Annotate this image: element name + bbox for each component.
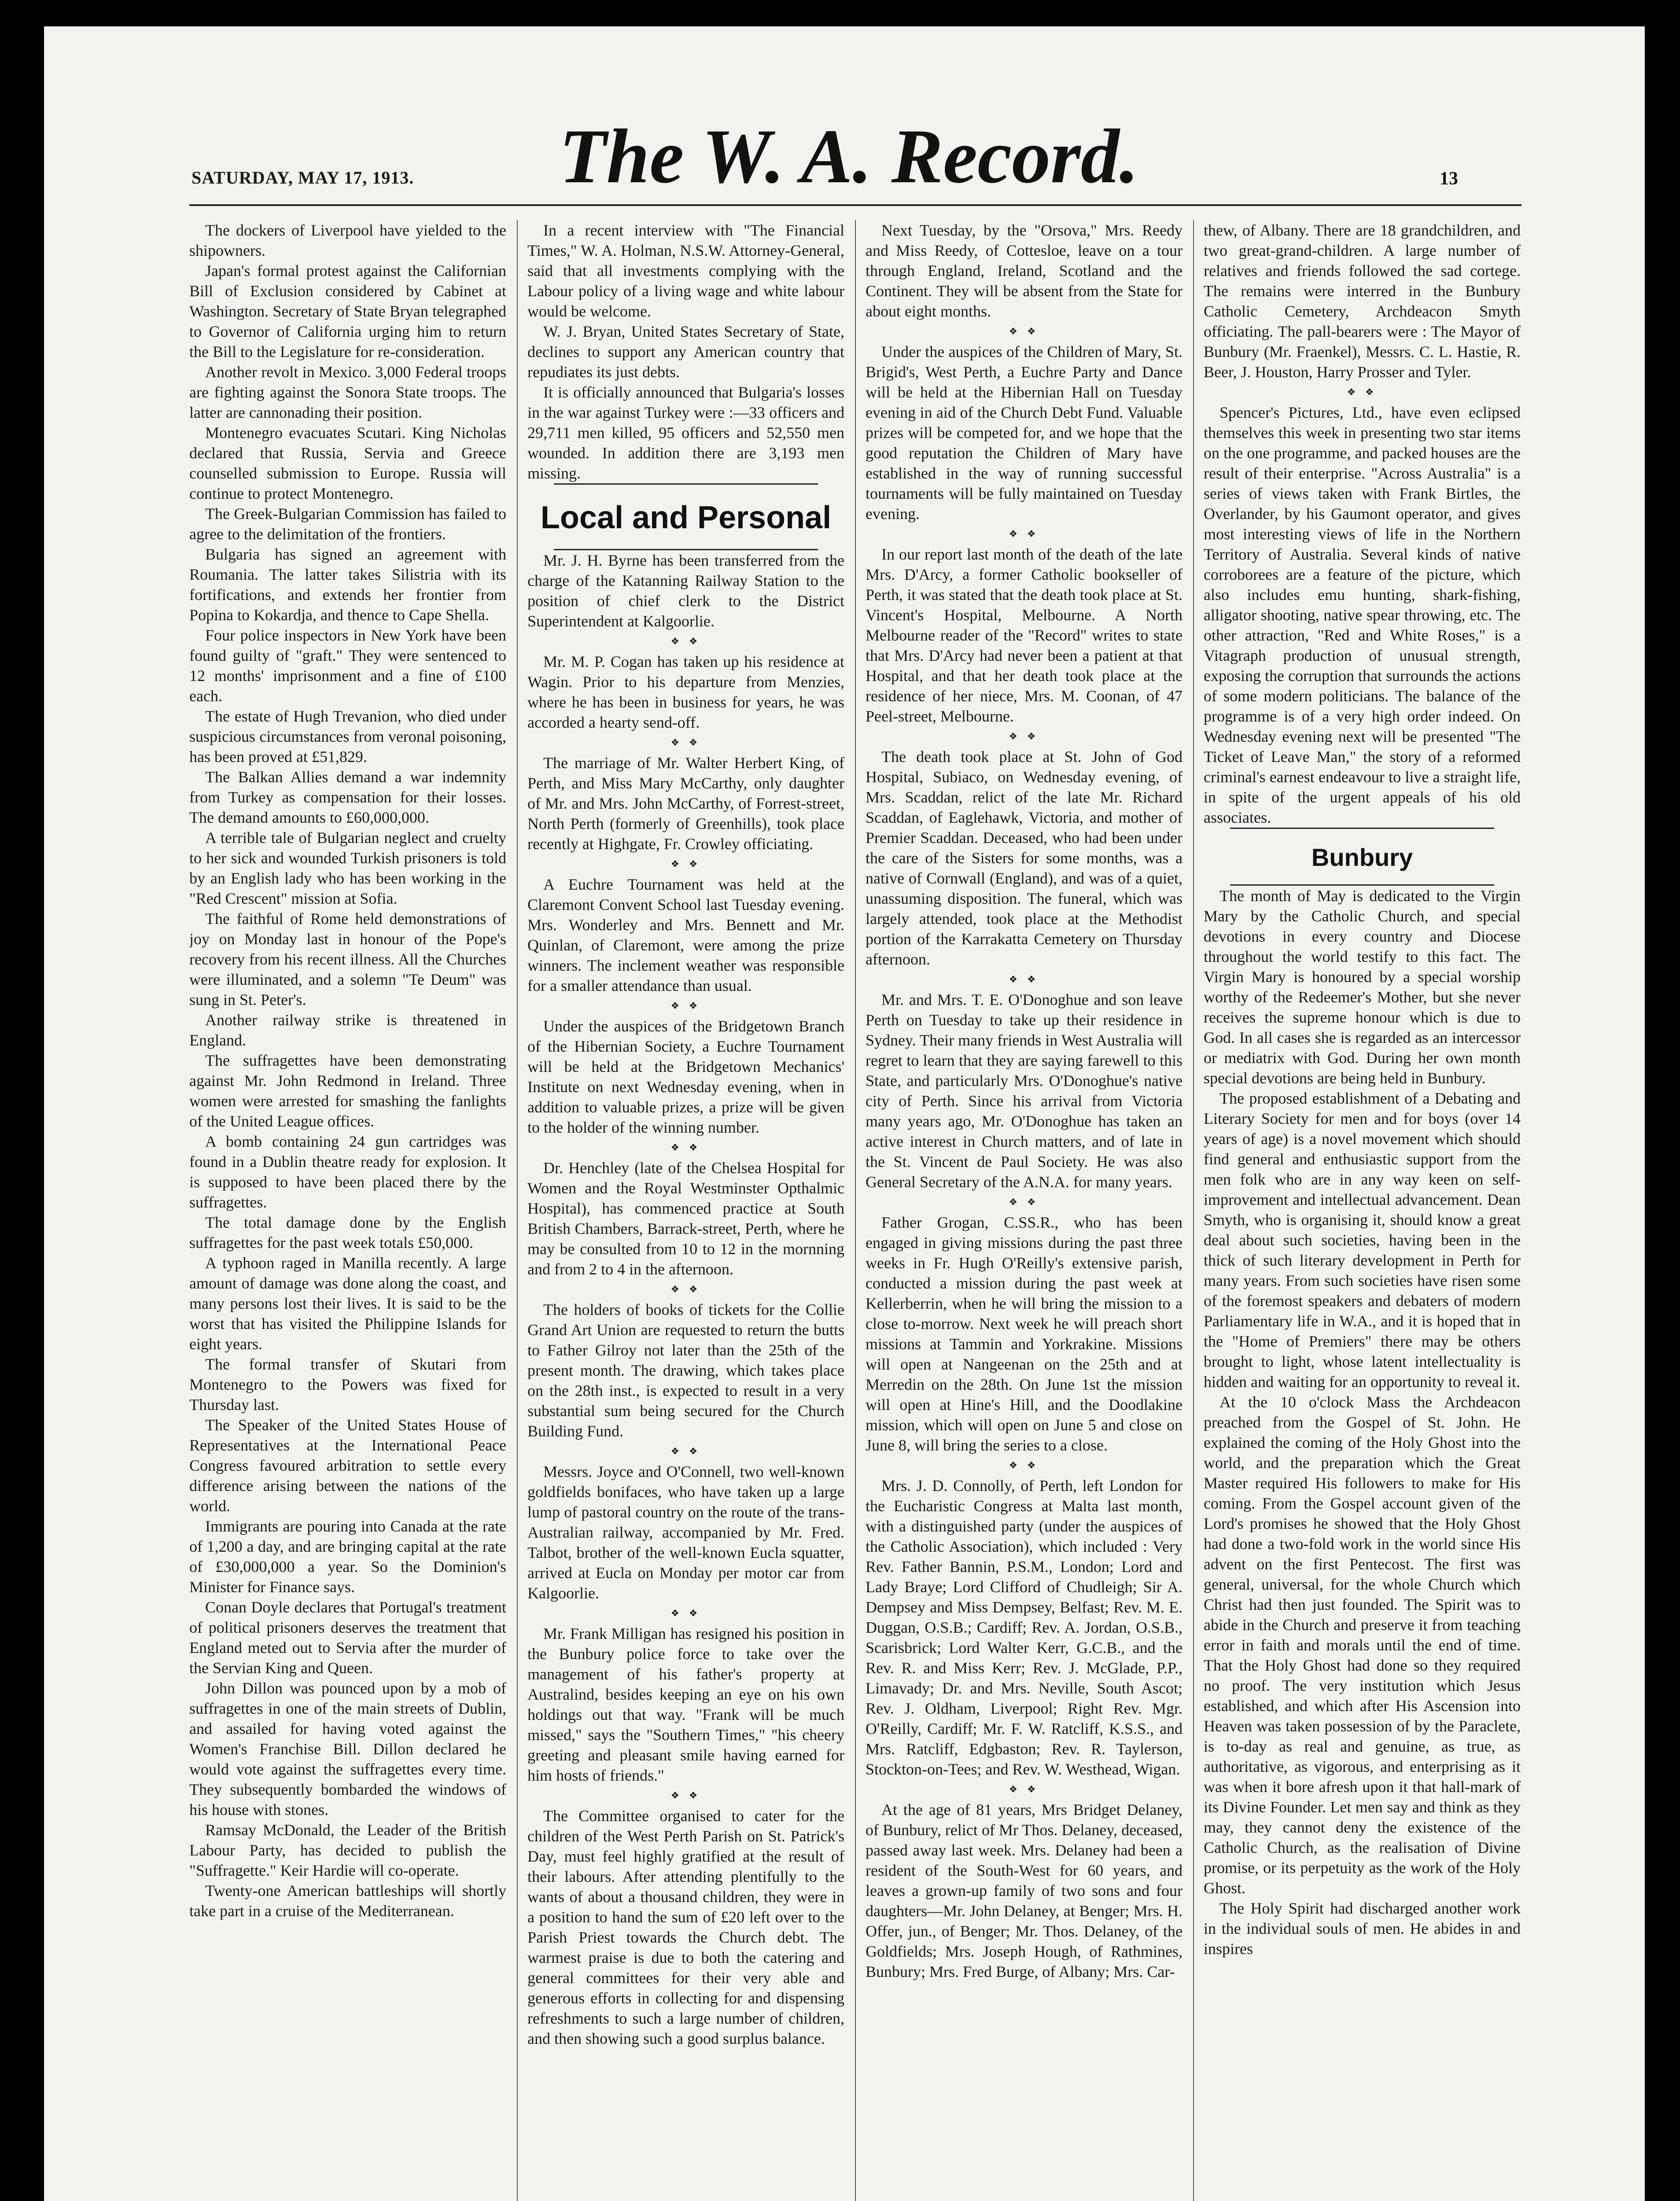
separator-ornament: ❖ ❖ [671, 737, 701, 748]
separator-ornament: ❖ ❖ [671, 1284, 701, 1295]
article-paragraph: Spencer's Pictures, Ltd., have even eclipsed themselves this week in presenting two star items on the one programme, and packed houses are the result of their enterprise. "Across Australia" is a series of views taken with Frank Birtles, the Overlander, by his Gaumont operator, and gives most interesting views of life in the Northern Territory of Australia. Several kinds of native corroborees are a feature of the picture, which also includes emu hunting, shark-fishing, alligator shooting, native spear throwing, etc. The other attraction, "Red and White Roses," is a Vitagraph production of unusual strength, exposing the corruption that surrounds the actions of some modern politicians. The balance of the programme is of a very high order indeed. On Wednesday evening next will be presented "The Ticket of Leave Man," the story of a reformed criminal's earnest endeavour to live a straight life, in spite of the urgent appeals of his old associates. [1204, 404, 1521, 826]
separator-ornament: ❖ ❖ [1009, 974, 1039, 985]
section-heading: Local and Personal [540, 500, 832, 535]
issue-date: SATURDAY, MAY 17, 1913. [192, 168, 414, 188]
section-heading: Bunbury [1311, 843, 1413, 871]
article-paragraph: Immigrants are pouring into Canada at the rate of 1,200 a day, and are bringing capital at the rate of £30,000,000 a year. So the Dominion's Minister for Finance says. [189, 1517, 506, 1596]
page-header [44, 26, 1645, 211]
article-paragraph: A bomb containing 24 gun cartridges was found in a Dublin theatre ready for explosion. It is supposed to have been placed there by the suffragettes. [189, 1133, 506, 1211]
masthead: The W. A. Record. [559, 114, 1139, 199]
article-paragraph: The marriage of Mr. Walter Herbert King, of Perth, and Miss Mary McCarthy, only daughter of Mr. and Mrs. John McCarthy, of Forrest-street, North Perth (formerly of Greenhills), took place recently at Highgate, Fr. Crowley officiating. [527, 754, 844, 853]
separator-ornament: ❖ ❖ [1009, 326, 1039, 337]
article-paragraph: The estate of Hugh Trevanion, who died under suspicious circumstances from veronal poisoning, has been proved at £51,829. [189, 707, 506, 766]
article-paragraph: Bulgaria has signed an agreement with Roumania. The latter takes Silistria with its fortifications, and extends her frontier from Popina to Kokardja, and thence to Cape Shella. [189, 545, 506, 624]
article-paragraph: A terrible tale of Bulgarian neglect and cruelty to her sick and wounded Turkish prisoners is told by an English lady who has been working in the "Red Crescent" mission at Sofia. [189, 829, 506, 907]
article-paragraph: John Dillon was pounced upon by a mob of suffragettes in one of the main streets of Dublin, and assailed for having voted against the Women's Franchise Bill. Dillon declared he would vote against the suffragettes every time. They subsequently bombarded the windows of his house with stones. [189, 1679, 506, 1818]
article-paragraph: It is officially announced that Bulgaria's losses in the war against Turkey were :—33 officers and 29,711 men killed, 95 officers and 52,550 men wounded. In addition there are 3,193 men missing. [527, 383, 844, 482]
article-paragraph: The total damage done by the English suffragettes for the past week totals £50,000. [189, 1214, 506, 1251]
article-paragraph: Montenegro evacuates Scutari. King Nicholas declared that Russia, Servia and Greece counselled submission to Europe. Russia will continue to protect Montenegro. [189, 424, 506, 502]
separator-ornament: ❖ ❖ [671, 636, 701, 647]
article-paragraph: The formal transfer of Skutari from Montenegro to the Powers was fixed for Thursday last. [189, 1355, 506, 1413]
columns-area [189, 220, 1522, 2201]
article-paragraph: A typhoon raged in Manilla recently. A large amount of damage was done along the coast, and many persons lost their lives. It is said to be the worst that has visited the Philippine Islands for eight years. [189, 1254, 506, 1353]
separator-ornament: ❖ ❖ [1347, 386, 1378, 398]
article-paragraph: Next Tuesday, by the "Orsova," Mrs. Reedy and Miss Reedy, of Cottesloe, leave on a tour through England, Ireland, Scotland and the Continent. They will be absent from the State for about eight months. [866, 221, 1183, 320]
column-divider [855, 220, 856, 2201]
header-rule [189, 204, 1522, 206]
article-paragraph: The Balkan Allies demand a war indemnity from Turkey as compensation for their losses. The demand amounts to £60,000,000. [189, 768, 506, 826]
article-paragraph: The suffragettes have been demonstrating against Mr. John Redmond in Ireland. Three women were arrested for smashing the fanlights of the United League offices. [189, 1052, 506, 1130]
column-4 [1204, 220, 1521, 2201]
separator-ornament: ❖ ❖ [671, 1608, 701, 1619]
article-paragraph: A Euchre Tournament was held at the Claremont Convent School last Tuesday evening. Mrs. Wonderley and Mrs. Bennett and Mr. Quinlan, of Claremont, were among the prize winners. The inclement weather was responsible for a smaller attendance than usual. [527, 876, 844, 994]
separator-ornament: ❖ ❖ [671, 858, 701, 869]
separator-ornament: ❖ ❖ [1009, 731, 1039, 742]
article-paragraph: Mr. M. P. Cogan has taken up his residence at Wagin. Prior to his departure from Menzies, where he has been in business for years, he was accorded a hearty send-off. [527, 653, 844, 731]
page-number: 13 [1440, 169, 1458, 189]
separator-ornament: ❖ ❖ [671, 1446, 701, 1457]
column-1 [189, 220, 506, 2201]
article-paragraph: Twenty-one American battleships will shortly take part in a cruise of the Mediterranean. [189, 1882, 506, 1920]
article-paragraph: Japan's formal protest against the Californian Bill of Exclusion considered by Cabinet at Washington. Secretary of State Bryan telegraphed to Governor of California urging him to return the Bill to the Legislature for re-consideration. [189, 262, 506, 361]
separator-ornament: ❖ ❖ [1009, 528, 1039, 539]
article-paragraph: At the age of 81 years, Mrs Bridget Delaney, of Bunbury, relict of Mr Thos. Delaney, deceased, passed away last week. Mrs. Delaney had been a resident of the South-West for 60 years, and leaves a grown-up family of two sons and four daughters—Mr. John Delaney, at Benger; Mrs. H. Offer, jun., of Benger; Mr. Thos. Delaney, of the Goldfields; Mrs. Joseph Hough, of Rathmines, Bunbury; Mrs. Fred Burge, of Albany; Mrs. Car- [866, 1801, 1183, 1980]
section-heading-block [527, 483, 844, 550]
separator-ornament: ❖ ❖ [671, 1000, 701, 1011]
article-paragraph: Four police inspectors in New York have been found guilty of "graft." They were sentenced to 12 months' imprisonment and a fine of £100 each. [189, 626, 506, 705]
heading-rule [1230, 828, 1494, 829]
article-paragraph: Another railway strike is threatened in England. [189, 1011, 506, 1049]
article-paragraph: Under the auspices of the Bridgetown Branch of the Hibernian Society, a Euchre Tournament will be held at the Bridgetown Mechanics' Institute on next Wednesday evening, when in addition to valuable prizes, a prize will be given to the holder of the winning number. [527, 1017, 844, 1136]
article-paragraph: The dockers of Liverpool have yielded to the shipowners. [189, 221, 506, 259]
column-2 [527, 220, 844, 2201]
article-paragraph: The death took place at St. John of God Hospital, Subiaco, on Wednesday evening, of Mrs. Scaddan, relict of the late Mr. Richard Scaddan, of Eaglehawk, Victoria, and mother of Premier Scaddan. Deceased, who had been under the care of the Sisters for some months, was a native of Cornwall (England), and was of a quiet, unassuming disposition. The funeral, which was largely attended, took place at the Methodist portion of the Karrakatta Cemetery on Thursday afternoon. [866, 748, 1183, 968]
column-3 [866, 220, 1183, 2201]
article-paragraph: The proposed establishment of a Debating and Literary Society for men and for boys (over 14 years of age) is a novel movement which should find general and enthusiastic support from the men folk who are in any way keen on self-improvement and intellectual advancement. Dean Smyth, who is organising it, should know a great deal about such societies, having been in the thick of such literary development in Perth for many years. From such societies have risen some of the foremost speakers and debaters of modern Parliamentary life in W.A., and it is hoped that in the "Home of Premiers" there may be others brought to light, whose latent intellectuality is hidden and waiting for an opportunity to reveal it. [1204, 1089, 1521, 1391]
newspaper-page [44, 26, 1645, 2201]
article-paragraph: The faithful of Rome held demonstrations of joy on Monday last in honour of the Pope's recovery from his recent illness. All the Churches were illuminated, and a solemn "Te Deum" was sung in St. Peter's. [189, 910, 506, 1008]
separator-ornament: ❖ ❖ [1009, 1460, 1039, 1471]
article-paragraph: Conan Doyle declares that Portugal's treatment of political prisoners deserves the treatment that England meted out to Servia after the murder of the Servian King and Queen. [189, 1598, 506, 1677]
column-divider [1193, 220, 1194, 2201]
heading-rule [554, 483, 818, 485]
article-paragraph: In a recent interview with "The Financial Times," W. A. Holman, N.S.W. Attorney-General, said that all investments complying with the Labour policy of a living wage and white labour would be welcome. [527, 221, 844, 320]
article-paragraph: thew, of Albany. There are 18 grandchildren, and two great-grand-children. A large number of relatives and friends followed the sad cortege. The remains were interred in the Bunbury Catholic Cemetery, Archdeacon Smyth officiating. The pall-bearers were : The Mayor of Bunbury (Mr. Fraenkel), Messrs. C. L. Hastie, R. Beer, J. Houston, Harry Prosser and Tyler. [1204, 221, 1521, 381]
article-paragraph: Mr. J. H. Byrne has been transferred from the charge of the Katanning Railway Station to the position of chief clerk to the District Superintendent at Kalgoorlie. [527, 552, 844, 630]
article-paragraph: In our report last month of the death of the late Mrs. D'Arcy, a former Catholic bookseller of Perth, it was stated that the death took place at St. Vincent's Hospital, Melbourne. A North Melbourne reader of the "Record" writes to state that Mrs. D'Arcy had never been a patient at that Hospital, and that her death took place at the residence of her niece, Mrs. M. Coonan, of 47 Peel-street, Melbourne. [866, 545, 1183, 725]
article-paragraph: Another revolt in Mexico. 3,000 Federal troops are fighting against the Sonora State troops. The latter are cannonading their position. [189, 363, 506, 421]
article-paragraph: Mrs. J. D. Connolly, of Perth, left London for the Eucharistic Congress at Malta last month, with a distinguished party (under the auspices of the Catholic Association), which included : Very Rev. Father Bannin, P.S.M., London; Lord and Lady Braye; Lord Clifford of Chudleigh; Sir A. Dempsey and Miss Dempsey, Belfast; Rev. M. E. Duggan, O.S.B.; Cardiff; Rev. A. Jordan, O.S.B., Scarisbrick; Lord Walter Kerr, G.C.B., and the Rev. R. and Miss Kerr; Rev. J. McGlade, P.P., Limavady; Dr. and Mrs. Neville, South Ascot; Rev. J. Oldham, Liverpool; Right Rev. Mgr. O'Reilly, Cardiff; Mr. F. W. Ratcliff, K.S.S., and Mrs. Ratcliff, Edgbaston; Rev. R. Taylerson, Stockton-on-Tees; and Rev. W. Westhead, Wigan. [866, 1477, 1183, 1778]
article-paragraph: The Holy Spirit had discharged another work in the individual souls of men. He abides in and inspires [1204, 1899, 1521, 1958]
article-paragraph: The Committee organised to cater for the children of the West Perth Parish on St. Patrick's Day, must feel highly gratified at the result of their labours. After attending plentifully to the wants of about a thousand children, they were in a position to hand the sum of £20 left over to the Parish Priest towards the Church debt. The warmest praise is due to both the catering and general committees for their very able and generous efforts in collecting for and dispensing refreshments to such a large number of children, and then showing such a good surplus balance. [527, 1807, 844, 2047]
article-paragraph: The month of May is dedicated to the Virgin Mary by the Catholic Church, and special devotions in every country and Diocese throughout the world testify to this fact. The Virgin Mary is honoured by a special worship worthy of the Redeemer's Mother, but she never receives the supreme honour which is due to God. In all cases she is regarded as an intercessor or mediatrix with God. During her own month special devotions are being held in Bunbury. [1204, 887, 1521, 1087]
separator-ornament: ❖ ❖ [671, 1790, 701, 1801]
separator-ornament: ❖ ❖ [1009, 1196, 1039, 1207]
article-paragraph: At the 10 o'clock Mass the Archdeacon preached from the Gospel of St. John. He explained the coming of the Holy Ghost into the world, and the preparation which the Great Master required His followers to make for His coming. From the Gospel account given of the Lord's promises he showed that the Holy Ghost had done a two-fold work in the world since His advent on the first Pentecost. The first was general, universal, for the whole Church which Christ had then just founded. The Spirit was to abide in the Church and preserve it from teaching error in faith and morals until the end of time. That the Holy Ghost had done so they required no proof. The very institution which Jesus established, and which after His Ascension into Heaven was taken possession of by the Paraclete, is to-day as real and genuine, as true, as authoritative, as vigorous, and enterprising as it was when it bore afresh upon it that hall-mark of its Divine Founder. Let men say and think as they may, they cannot deny the existence of the Catholic Church, as the realisation of Divine promise, or its perpetuity as the work of the Holy Ghost. [1204, 1393, 1521, 1897]
article-paragraph: Father Grogan, C.SS.R., who has been engaged in giving missions during the past three weeks in Fr. Hugh O'Reilly's extensive parish, conducted a mission during the past week at Kellerberrin, when he will bring the mission to a close to-morrow. Next week he will preach short missions at Tammin and Yorkrakine. Missions will open at Nangeenan on the 25th and at Merredin on the 28th. On June 1st the mission will open at Hine's Hill, and the Doodlakine mission, which will open on June 5 and close on June 8, will bring the series to a close. [866, 1214, 1183, 1454]
article-paragraph: W. J. Bryan, United States Secretary of State, declines to support any American country that repudiates its just debts. [527, 323, 844, 381]
article-paragraph: Messrs. Joyce and O'Connell, two well-known goldfields bonifaces, who have taken up a large lump of pastoral country on the route of the trans-Australian railway, accompanied by Mr. Fred. Talbot, brother of the well-known Eucla squatter, arrived at Eucla on Monday per motor car from Kalgoorlie. [527, 1463, 844, 1602]
separator-ornament: ❖ ❖ [1009, 1784, 1039, 1795]
section-heading-block [1204, 828, 1521, 886]
article-paragraph: Under the auspices of the Children of Mary, St. Brigid's, West Perth, a Euchre Party and Dance will be held at the Hibernian Hall on Tuesday evening in aid of the Church Debt Fund. Valuable prizes will be competed for, and we hope that the good reputation the Children of Mary have established in the way of running successful tournaments will be fully maintained on Tuesday evening. [866, 343, 1183, 523]
separator-ornament: ❖ ❖ [671, 1142, 701, 1153]
article-paragraph: Mr. and Mrs. T. E. O'Donoghue and son leave Perth on Tuesday to take up their residence in Sydney. Their many friends in West Australia will regret to learn that they are saying farewell to this State, and particularly Mrs. O'Donoghue's native city of Perth. Since his arrival from Victoria many years ago, Mr. O'Donoghue has taken an active interest in Church matters, and of late in the St. Vincent de Paul Society. He was also General Secretary of the A.N.A. for many years. [866, 991, 1183, 1191]
article-paragraph: Dr. Henchley (late of the Chelsea Hospital for Women and the Royal Westminster Opthalmic Hospital), has commenced practice at South British Chambers, Barrack-street, Perth, where he may be consulted from 10 to 12 in the mornning and from 2 to 4 in the afternoon. [527, 1159, 844, 1278]
column-divider [517, 220, 518, 2201]
article-paragraph: Ramsay McDonald, the Leader of the British Labour Party, has decided to publish the "Suffragette." Keir Hardie will co-operate. [189, 1821, 506, 1879]
article-paragraph: The Greek-Bulgarian Commission has failed to agree to the delimitation of the frontiers. [189, 505, 506, 543]
article-paragraph: The holders of books of tickets for the Collie Grand Art Union are requested to return the butts to Father Gilroy not later than the 25th of the present month. The drawing, which takes place on the 28th inst., is expected to result in a very substantial sum being secured for the Church Building Fund. [527, 1301, 844, 1440]
article-paragraph: The Speaker of the United States House of Representatives at the International Peace Congress favoured arbitration to settle every difference arising between the nations of the world. [189, 1416, 506, 1515]
article-paragraph: Mr. Frank Milligan has resigned his position in the Bunbury police force to take over the management of his father's property at Australind, besides keeping an eye on his own holdings out that way. "Frank will be much missed," says the "Southern Times," "his cheery greeting and pleasant smile having earned for him hosts of friends." [527, 1625, 844, 1784]
